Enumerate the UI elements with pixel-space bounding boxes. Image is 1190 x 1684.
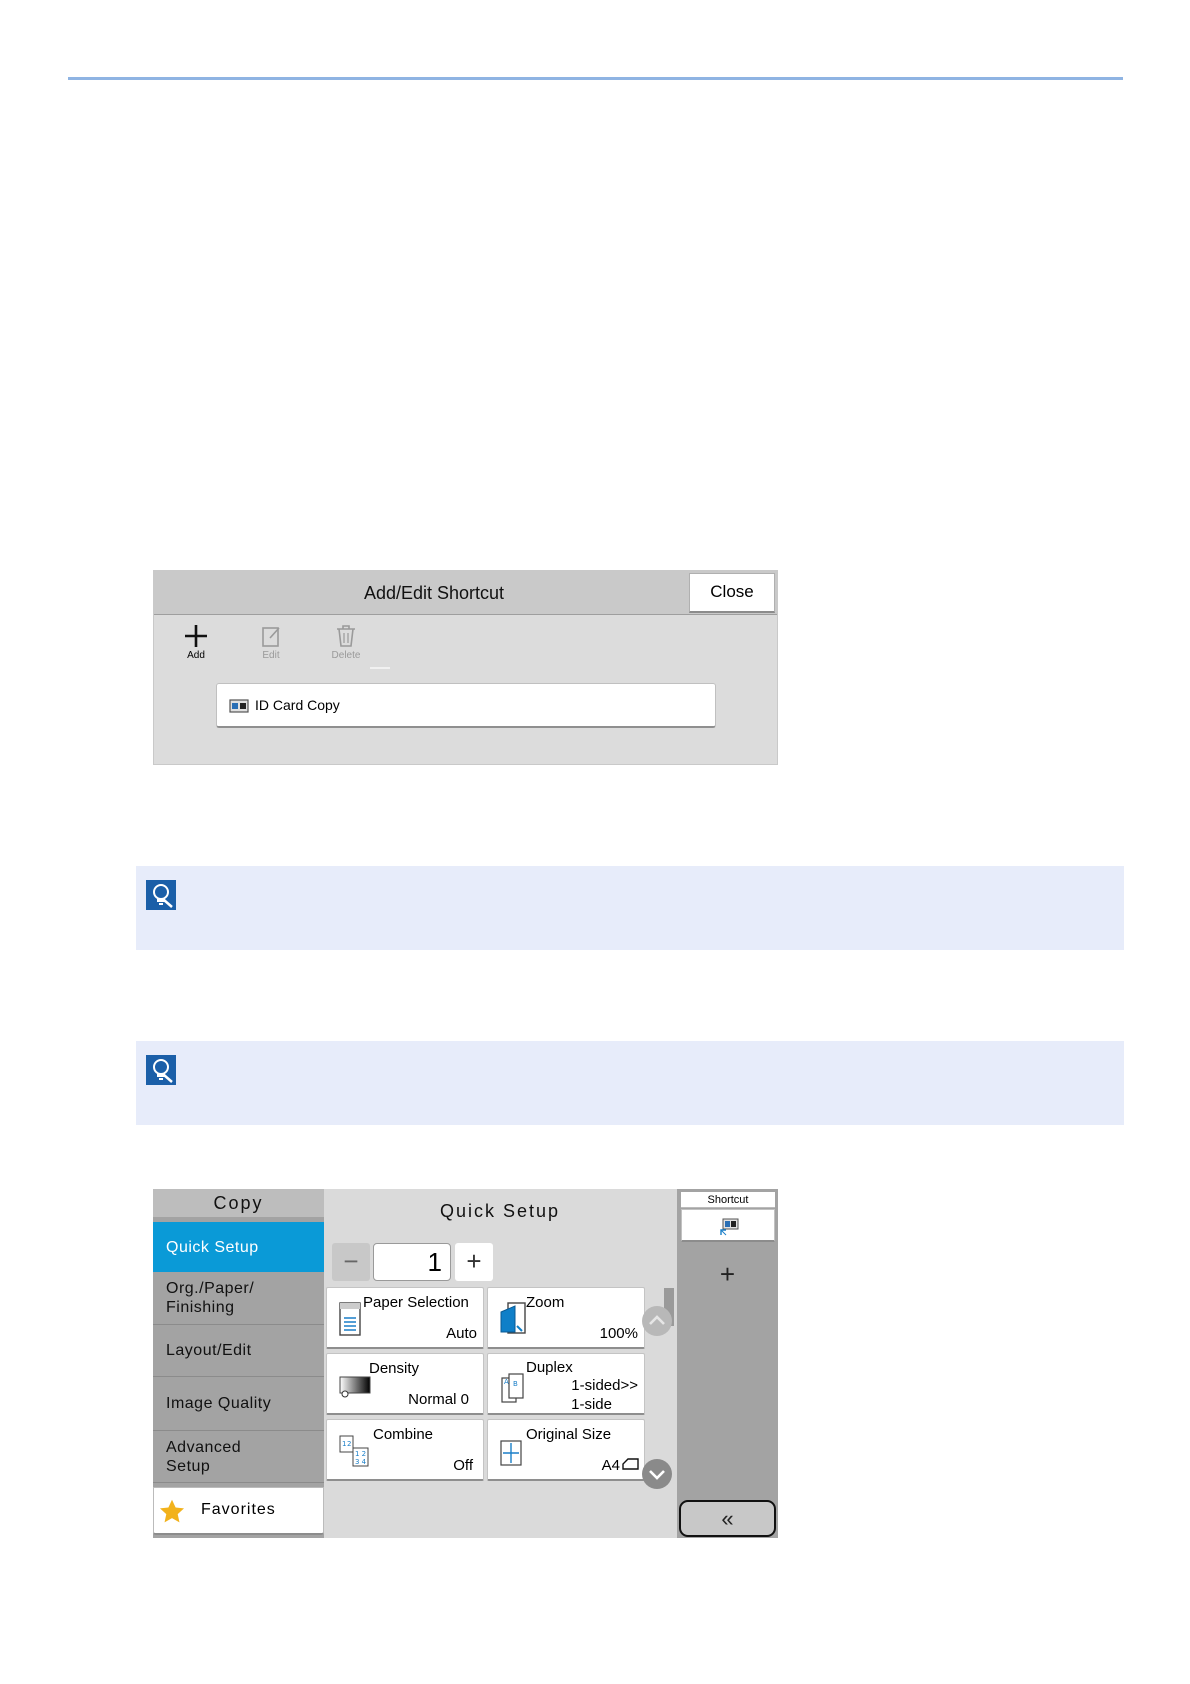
nav-quick-setup[interactable]: [153, 1222, 324, 1272]
favorites-button[interactable]: [153, 1487, 324, 1535]
close-button[interactable]: Close: [689, 573, 775, 613]
app-title: Copy: [153, 1189, 324, 1217]
zoom-tile[interactable]: [487, 1287, 645, 1349]
chevron-up-icon: [642, 1306, 672, 1336]
shortcut-item-label: ID Card Copy: [255, 697, 340, 713]
nav-label: Layout/Edit: [166, 1342, 252, 1359]
add-button[interactable]: [166, 623, 226, 661]
scroll-down-button[interactable]: [642, 1459, 672, 1489]
zoom-icon: [500, 1302, 526, 1336]
nav-org-paper-finishing[interactable]: [153, 1272, 324, 1325]
add-edit-shortcut-panel: [153, 570, 778, 765]
density-icon: [339, 1376, 371, 1398]
quick-setup-title: Quick Setup: [439, 1201, 561, 1221]
edit-label: Edit: [262, 650, 280, 661]
tile-value-line2: 1-side: [571, 1396, 612, 1413]
shortcut-id-card-copy-button[interactable]: [681, 1209, 775, 1242]
shortcut-list-item[interactable]: [216, 683, 716, 728]
star-icon: [158, 1498, 186, 1526]
landscape-orientation-icon: [622, 1458, 639, 1470]
nav-advanced-setup[interactable]: [153, 1431, 324, 1483]
note-icon: [146, 1055, 176, 1085]
tile-name: Original Size: [526, 1426, 612, 1443]
paper-selection-tile[interactable]: [326, 1287, 484, 1349]
id-card-icon: [229, 699, 249, 713]
nav-label: Org./Paper/ Finishing: [166, 1280, 255, 1316]
quick-setup-main: [324, 1189, 676, 1538]
original-size-tile[interactable]: [487, 1419, 645, 1481]
shortcut-label: Shortcut: [681, 1192, 775, 1208]
tile-value: 100%: [599, 1325, 638, 1342]
delete-label: Delete: [331, 650, 361, 661]
increase-copies-button[interactable]: +: [455, 1243, 493, 1281]
svg-text:B: B: [513, 1380, 518, 1388]
density-tile[interactable]: [326, 1353, 484, 1415]
add-shortcut-button[interactable]: +: [719, 1259, 736, 1289]
panel-title: Add/Edit Shortcut: [363, 583, 505, 603]
tile-value: Normal 0: [408, 1391, 469, 1408]
nav-image-quality[interactable]: [153, 1377, 324, 1431]
svg-text:A: A: [504, 1378, 509, 1386]
tile-name: Combine: [373, 1426, 434, 1443]
tile-value: Off: [453, 1457, 473, 1474]
function-sidebar: [153, 1189, 324, 1538]
svg-text:1 2: 1 2: [355, 1450, 367, 1458]
add-label: Add: [187, 650, 205, 661]
tile-name: Paper Selection: [363, 1294, 469, 1311]
note-box: [136, 1041, 1124, 1125]
id-card-copy-icon: [719, 1218, 739, 1236]
scroll-up-button[interactable]: [642, 1306, 672, 1336]
svg-text:3 4: 3 4: [355, 1458, 367, 1466]
delete-button[interactable]: [316, 623, 376, 661]
nav-label: Image Quality: [166, 1395, 272, 1412]
edit-icon: [258, 623, 284, 649]
paper-tray-icon: [339, 1302, 361, 1336]
svg-text:2: 2: [347, 1440, 352, 1448]
edit-button[interactable]: [241, 623, 301, 661]
trash-icon: [333, 623, 359, 649]
header-rule: [68, 77, 1123, 80]
combine-tile[interactable]: [326, 1419, 484, 1481]
tile-value: A4: [601, 1457, 620, 1474]
nav-label: Quick Setup: [166, 1238, 259, 1256]
tile-name: Duplex: [526, 1359, 573, 1376]
plus-icon: [183, 623, 209, 649]
tile-value: Auto: [446, 1325, 477, 1342]
chevron-down-icon: [642, 1459, 672, 1489]
nav-layout-edit[interactable]: [153, 1325, 324, 1377]
copies-count-field[interactable]: 1: [373, 1243, 451, 1281]
tile-name: Zoom: [526, 1294, 565, 1311]
decrease-copies-button[interactable]: −: [332, 1243, 370, 1281]
svg-text:1: 1: [342, 1440, 347, 1448]
favorites-label: Favorites: [201, 1501, 276, 1518]
combine-icon: [339, 1434, 371, 1468]
original-size-icon: [500, 1440, 522, 1466]
panel-header: [154, 571, 777, 615]
collapse-panel-button[interactable]: «: [679, 1500, 776, 1537]
duplex-icon: [500, 1372, 526, 1406]
tool-divider: [370, 667, 390, 669]
shortcut-column: [677, 1189, 778, 1538]
nav-label: Advanced Setup: [166, 1438, 242, 1475]
tile-name: Density: [369, 1360, 420, 1377]
copy-quick-setup-screen: [153, 1189, 778, 1538]
duplex-tile[interactable]: [487, 1353, 645, 1415]
note-box: [136, 866, 1124, 950]
note-icon: [146, 880, 176, 910]
tile-value-line1: 1-sided>>: [571, 1377, 638, 1394]
